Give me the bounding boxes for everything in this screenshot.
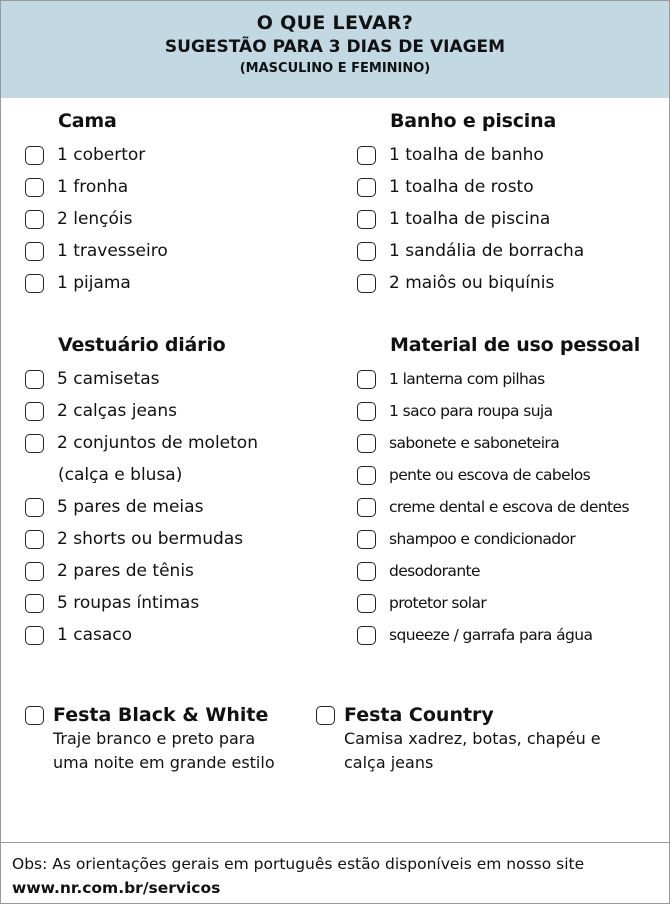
checklist-item[interactable] bbox=[357, 587, 640, 619]
checkbox[interactable] bbox=[25, 146, 44, 165]
party-description: Traje branco e preto para uma noite em grande estilo bbox=[53, 729, 275, 772]
checklist-item[interactable] bbox=[357, 395, 640, 427]
header-note: (MASCULINO E FEMININO) bbox=[239, 61, 431, 76]
checkbox[interactable] bbox=[357, 434, 376, 453]
item-label: 2 calças jeans bbox=[57, 401, 177, 421]
checklist-item[interactable] bbox=[25, 491, 258, 523]
item-label: 1 toalha de banho bbox=[389, 145, 544, 165]
section-banho-piscina bbox=[357, 109, 584, 299]
section-title: Festa Black & White bbox=[53, 704, 269, 726]
item-label: 1 fronha bbox=[57, 177, 129, 197]
item-label: sabonete e saboneteira bbox=[389, 434, 560, 452]
checkbox[interactable] bbox=[25, 530, 44, 549]
checkbox[interactable] bbox=[25, 434, 44, 453]
item-label: creme dental e escova de dentes bbox=[389, 498, 629, 516]
checkbox[interactable] bbox=[357, 402, 376, 421]
checkbox[interactable] bbox=[357, 498, 376, 517]
item-label: 5 roupas íntimas bbox=[57, 593, 200, 613]
item-label: 2 maiôs ou biquínis bbox=[389, 273, 555, 293]
section-title: Cama bbox=[58, 110, 117, 132]
checklist-item[interactable] bbox=[357, 555, 640, 587]
checklist-item[interactable] bbox=[357, 459, 640, 491]
section-material-pessoal bbox=[357, 333, 640, 651]
checkbox[interactable] bbox=[357, 466, 376, 485]
checklist-item[interactable] bbox=[25, 555, 258, 587]
checklist-item[interactable] bbox=[25, 587, 258, 619]
item-label: 5 pares de meias bbox=[57, 497, 204, 517]
checkbox[interactable] bbox=[316, 706, 335, 725]
checkbox[interactable] bbox=[25, 274, 44, 293]
checkbox[interactable] bbox=[357, 594, 376, 613]
item-label: 1 saco para roupa suja bbox=[389, 402, 553, 420]
section-title: Vestuário diário bbox=[58, 334, 226, 356]
checklist-item[interactable] bbox=[357, 139, 584, 171]
checkbox[interactable] bbox=[357, 626, 376, 645]
checkbox[interactable] bbox=[25, 626, 44, 645]
checkbox[interactable] bbox=[357, 178, 376, 197]
header bbox=[1, 1, 669, 98]
checkbox[interactable] bbox=[357, 562, 376, 581]
item-label: squeeze / garrafa para água bbox=[389, 626, 593, 644]
checklist-item[interactable] bbox=[357, 523, 640, 555]
item-continuation: (calça e blusa) bbox=[58, 465, 183, 485]
checkbox[interactable] bbox=[25, 210, 44, 229]
checklist-item[interactable] bbox=[357, 427, 640, 459]
section-title: Banho e piscina bbox=[390, 110, 557, 132]
checklist-item[interactable] bbox=[25, 267, 168, 299]
checkbox[interactable] bbox=[357, 146, 376, 165]
checkbox[interactable] bbox=[25, 402, 44, 421]
footer bbox=[1, 842, 669, 905]
item-label: pente ou escova de cabelos bbox=[389, 466, 591, 484]
checklist-item[interactable] bbox=[357, 171, 584, 203]
checkbox[interactable] bbox=[357, 530, 376, 549]
checklist-item[interactable] bbox=[357, 491, 640, 523]
item-label: 1 cobertor bbox=[57, 145, 146, 165]
checkbox[interactable] bbox=[357, 210, 376, 229]
item-label: 1 casaco bbox=[57, 625, 133, 645]
checklist-item[interactable] bbox=[25, 427, 258, 459]
item-label: 1 lanterna com pilhas bbox=[389, 370, 545, 388]
checkbox[interactable] bbox=[357, 242, 376, 261]
item-label: 5 camisetas bbox=[57, 369, 160, 389]
section-festa-black-white bbox=[25, 703, 283, 775]
item-label: 2 pares de tênis bbox=[57, 561, 194, 581]
item-label: protetor solar bbox=[389, 594, 487, 612]
page-title: O QUE LEVAR? bbox=[256, 12, 414, 34]
checkbox[interactable] bbox=[25, 370, 44, 389]
page-subtitle: SUGESTÃO PARA 3 DIAS DE VIAGEM bbox=[164, 37, 506, 57]
checkbox[interactable] bbox=[357, 274, 376, 293]
footer-note: Obs: As orientações gerais em português estão disponíveis em nosso site bbox=[12, 855, 585, 873]
checkbox[interactable] bbox=[25, 178, 44, 197]
section-festa-country bbox=[316, 703, 614, 775]
item-label: 1 toalha de rosto bbox=[389, 177, 534, 197]
checklist-item[interactable] bbox=[25, 203, 168, 235]
section-title: Festa Country bbox=[344, 704, 494, 726]
section-cama bbox=[25, 109, 168, 299]
checklist-item[interactable] bbox=[357, 619, 640, 651]
item-label: 1 travesseiro bbox=[57, 241, 168, 261]
item-label: shampoo e condicionador bbox=[389, 530, 576, 548]
party-description: Camisa xadrez, botas, chapéu e calça jeans bbox=[344, 729, 601, 772]
checklist-item[interactable] bbox=[25, 171, 168, 203]
checklist-item[interactable] bbox=[25, 523, 258, 555]
checklist-item[interactable] bbox=[25, 235, 168, 267]
checklist-item[interactable] bbox=[357, 235, 584, 267]
checkbox[interactable] bbox=[25, 562, 44, 581]
section-vestuario bbox=[25, 333, 258, 651]
checkbox[interactable] bbox=[25, 594, 44, 613]
checklist-item[interactable] bbox=[357, 203, 584, 235]
checkbox[interactable] bbox=[25, 242, 44, 261]
item-label: 1 toalha de piscina bbox=[389, 209, 551, 229]
checklist-item[interactable] bbox=[25, 619, 258, 651]
checkbox[interactable] bbox=[25, 498, 44, 517]
section-title: Material de uso pessoal bbox=[390, 334, 641, 356]
item-label: 2 lençóis bbox=[57, 209, 133, 229]
checklist-item[interactable] bbox=[357, 267, 584, 299]
item-label: 1 pijama bbox=[57, 273, 131, 293]
item-label: 2 conjuntos de moleton bbox=[57, 433, 258, 453]
footer-link[interactable]: www.nr.com.br/servicos bbox=[12, 879, 221, 897]
checklist-item[interactable] bbox=[25, 363, 258, 395]
checklist-item[interactable] bbox=[357, 363, 640, 395]
item-label: desodorante bbox=[389, 562, 480, 580]
checklist-item[interactable] bbox=[25, 395, 258, 427]
item-label: 1 sandália de borracha bbox=[389, 241, 585, 261]
checkbox[interactable] bbox=[25, 706, 44, 725]
item-label: 2 shorts ou bermudas bbox=[57, 529, 244, 549]
checklist-item[interactable] bbox=[25, 139, 168, 171]
checklist-item[interactable] bbox=[25, 703, 283, 727]
checkbox[interactable] bbox=[357, 370, 376, 389]
checklist-item[interactable] bbox=[316, 703, 614, 727]
